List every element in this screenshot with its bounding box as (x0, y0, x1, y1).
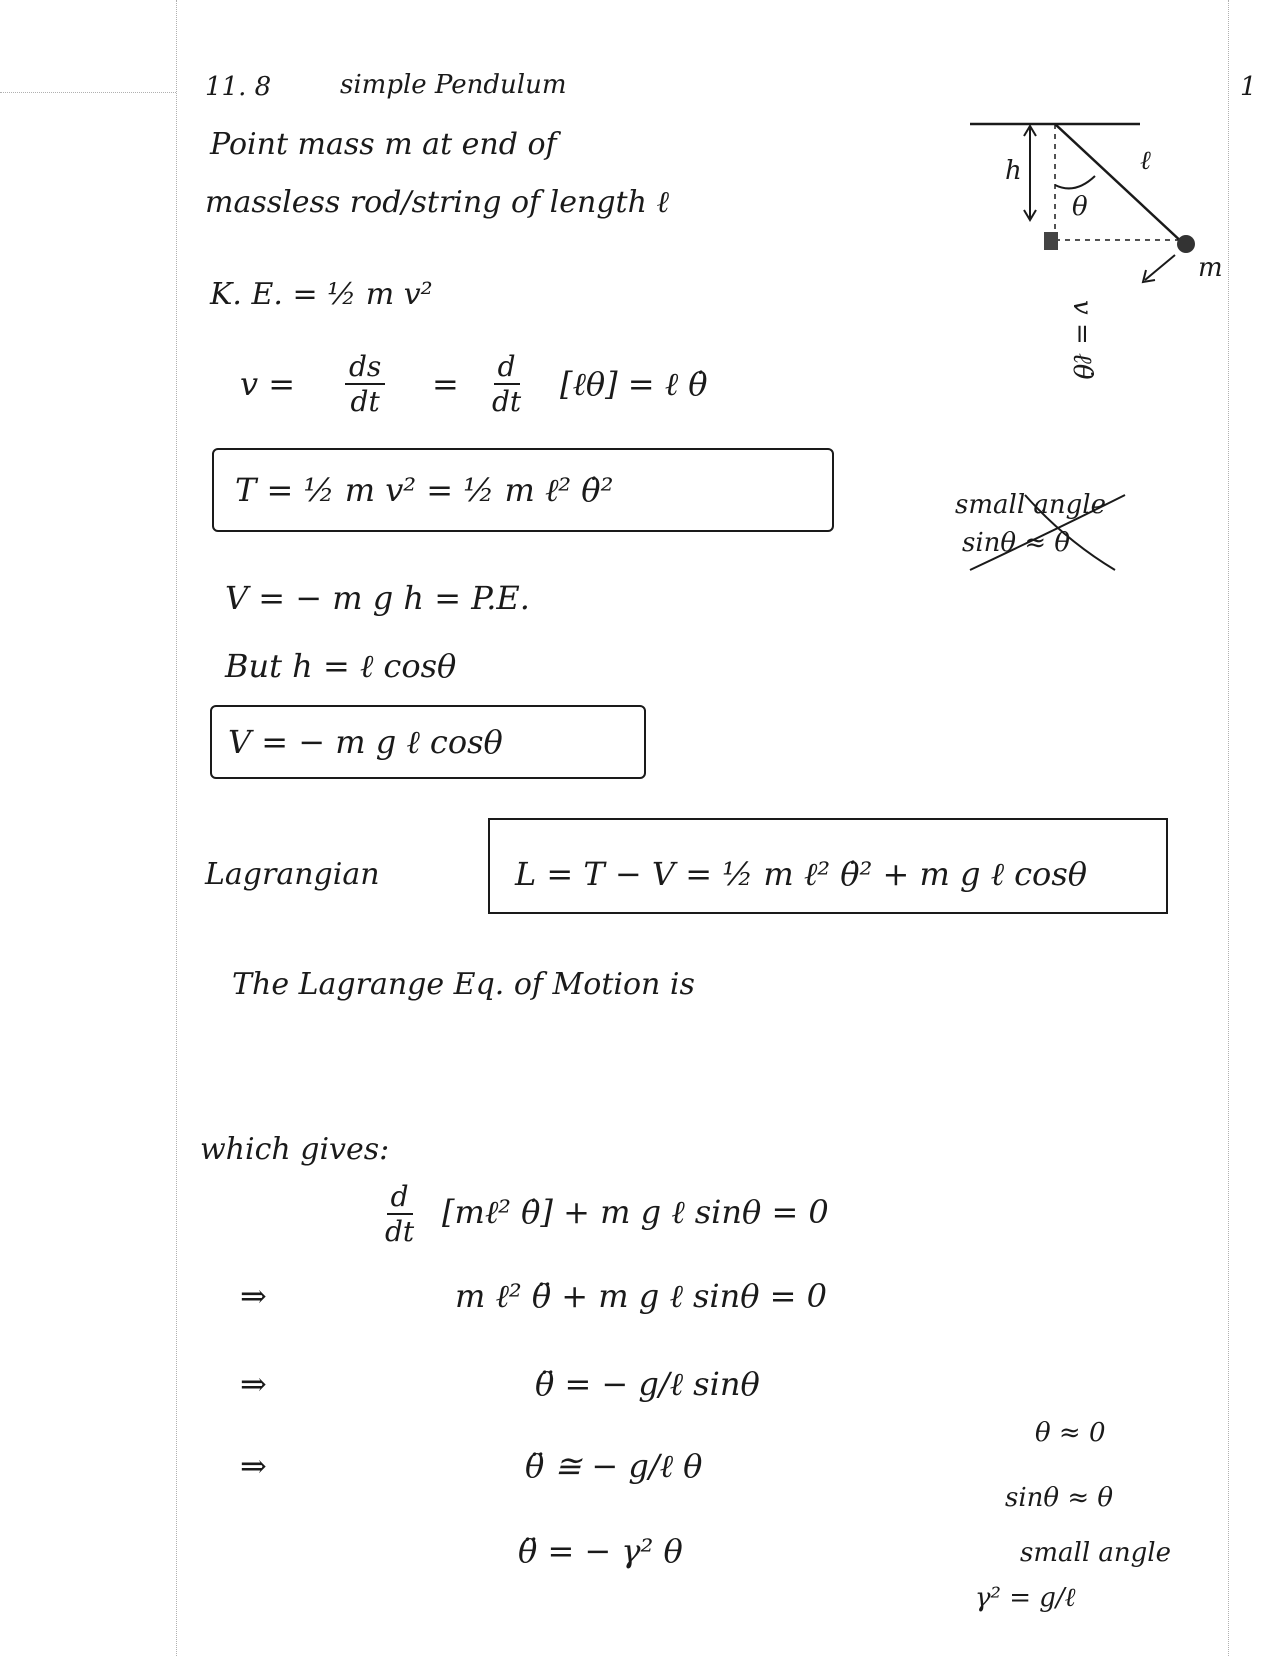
page-number: 1 (1240, 72, 1257, 102)
lagrangian-equation: L = T − V = ½ m ℓ² θ̇² + m g ℓ cosθ (515, 855, 1087, 893)
ds-numerator: ds (345, 352, 385, 385)
d-dt-fraction (492, 352, 521, 417)
implies-arrow-1: ⇒ (240, 1277, 267, 1315)
side-note-small-angle: small angle (955, 490, 1106, 520)
step-2: θ̈ = − g/ℓ sinθ (535, 1365, 760, 1403)
small-angle-note: small angle (1020, 1538, 1171, 1568)
right-margin-rule (1228, 0, 1229, 1656)
label-m: m (1198, 253, 1223, 283)
which-gives: which gives: (200, 1132, 390, 1167)
implies-arrow-3: ⇒ (240, 1447, 267, 1485)
label-theta: θ (1072, 192, 1088, 222)
but-h-line: But h = ℓ cosθ (225, 647, 457, 685)
left-margin-rule (176, 0, 177, 1656)
page-title: simple Pendulum (340, 70, 567, 100)
dt-denominator-3: dt (385, 1215, 415, 1249)
dt-denominator-2: dt (492, 385, 522, 419)
lagrange-eq-text: The Lagrange Eq. of Motion is (232, 967, 695, 1002)
implies-arrow-2: ⇒ (240, 1365, 267, 1403)
theta-approx-zero: θ ≈ 0 (1035, 1418, 1106, 1448)
step-3: θ̈ ≅ − g/ℓ θ (525, 1447, 703, 1485)
kinetic-energy-line: K. E. = ½ m v² (210, 277, 433, 312)
kinetic-energy-T: T = ½ m v² = ½ m ℓ² θ̇² (235, 471, 614, 509)
cross-out-mark (965, 490, 1165, 580)
gamma-definition: γ² = g/ℓ (975, 1583, 1076, 1613)
step-1: m ℓ² θ̈ + m g ℓ sinθ = 0 (455, 1277, 827, 1315)
top-fold-rule (0, 92, 176, 93)
label-l: ℓ (1140, 146, 1151, 176)
potential-energy-V: V = − m g ℓ cosθ (228, 723, 503, 761)
section-number: 11. 8 (205, 72, 272, 102)
intro-line-1: Point mass m at end of (210, 127, 557, 162)
intro-line-2: massless rod/string of length ℓ (205, 185, 669, 220)
label-velocity: v = ℓθ̇ (1067, 300, 1097, 380)
potential-energy-line: V = − m g h = P.E. (225, 579, 530, 617)
dt-denominator: dt (350, 385, 380, 419)
label-h: h (1005, 156, 1022, 186)
velocity-equals: = (432, 365, 459, 403)
d-numerator-3: d (387, 1182, 413, 1215)
d-numerator: d (494, 352, 520, 385)
side-note-sin-approx: sinθ ≈ θ (962, 528, 1071, 558)
velocity-lhs: v = (240, 365, 296, 403)
ds-dt-fraction (345, 352, 385, 417)
equation-of-motion: [mℓ² θ̇] + m g ℓ sinθ = 0 (442, 1193, 829, 1231)
velocity-rest: [ℓθ] = ℓ θ̇ (560, 365, 708, 403)
step-4: θ̈ = − γ² θ (518, 1532, 683, 1570)
sin-theta-approx: sinθ ≈ θ (1005, 1483, 1114, 1513)
time-derivative-fraction (385, 1182, 414, 1247)
lagrangian-label: Lagrangian (205, 857, 380, 892)
